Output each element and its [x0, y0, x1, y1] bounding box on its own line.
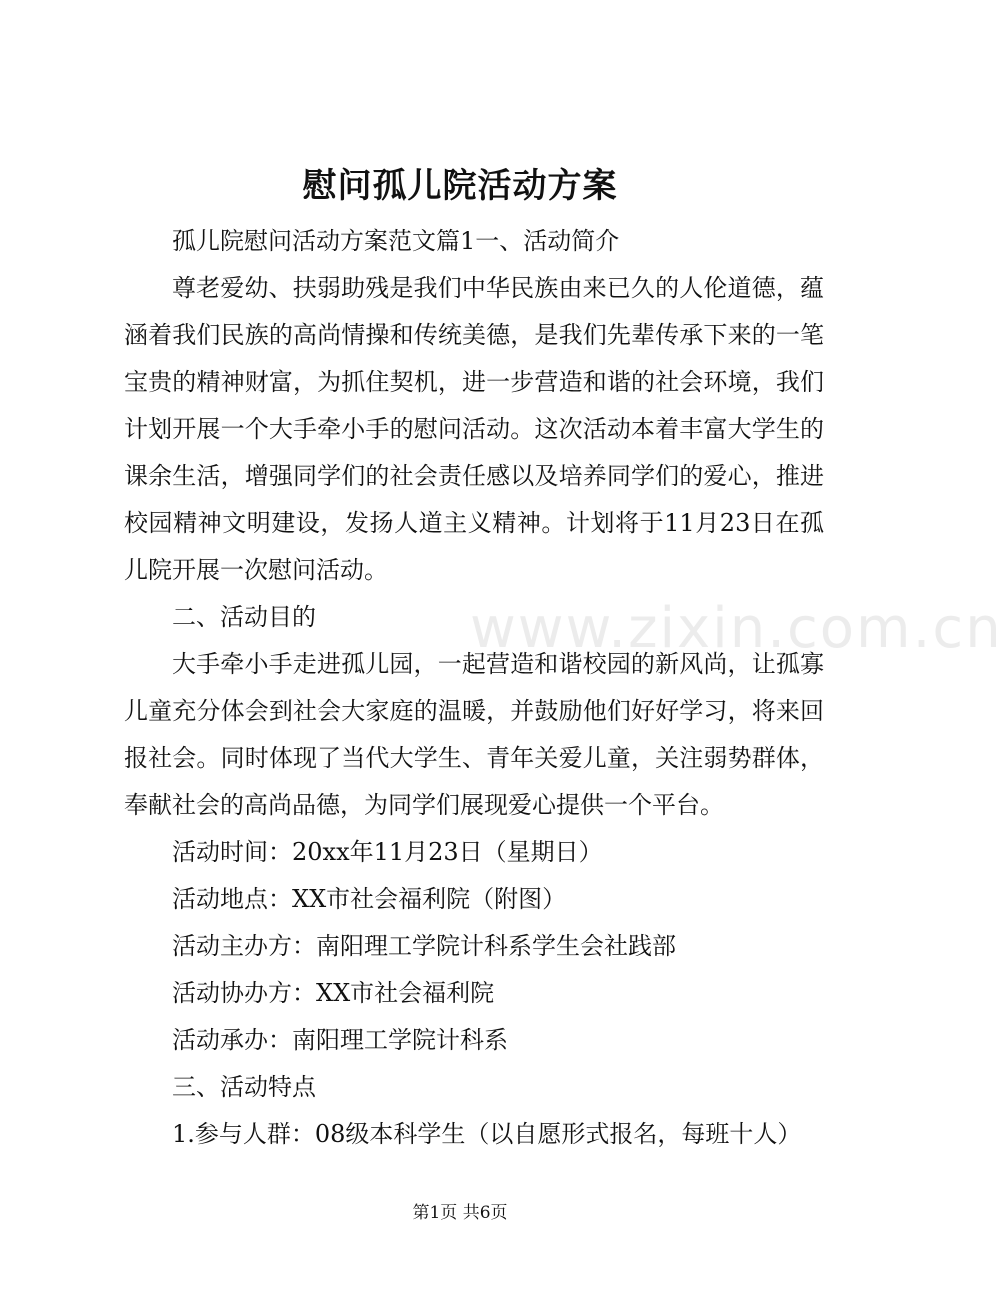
paragraph-features-heading: 三、活动特点 [172, 1073, 316, 1101]
paragraph-participants: 1.参与人群：08级本科学生（以自愿形式报名，每班十人） [172, 1120, 802, 1148]
paragraph-organizer: 活动主办方：南阳理工学院计科系学生会社践部 [172, 932, 676, 960]
paragraph-location: 活动地点：XX市社会福利院（附图） [172, 885, 567, 913]
paragraph-undertaker: 活动承办：南阳理工学院计科系 [172, 1026, 508, 1054]
paragraph-intro: 尊老爱幼、扶弱助残是我们中华民族由来已久的人伦道德，蕴涵着我们民族的高尚情操和传统美德，是我们先辈传承下来的一笔宝贵的精神财富，为抓住契机，进一步营造和谐的社会环境，我们计划开展一个大手牵小手的慰问活动。这次活动本着丰富大学生的课余生活，增强同学们的社会责任感以及培养同学们的爱心，推进校园精神文明建设，发扬人道主义精神。计划将于11月23日在孤儿院开展一次慰问活动。 [124, 274, 824, 584]
document-body [124, 218, 824, 1158]
document-title: 慰问孤儿院活动方案 [302, 166, 618, 206]
paragraph-purpose-heading: 二、活动目的 [172, 603, 316, 631]
page-footer: 第1页 共6页 [412, 1203, 508, 1223]
paragraph-purpose: 大手牵小手走进孤儿园，一起营造和谐校园的新风尚，让孤寡儿童充分体会到社会大家庭的温暖，并鼓励他们好好学习，将来回报社会。同时体现了当代大学生、青年关爱儿童，关注弱势群体，奉献社会的高尚品德，为同学们展现爱心提供一个平台。 [124, 650, 824, 819]
watermark: www.zixin.com.cn [470, 596, 1003, 661]
paragraph-intro-heading: 孤儿院慰问活动方案范文篇1一、活动简介 [172, 227, 620, 255]
paragraph-time: 活动时间：20xx年11月23日（星期日） [172, 838, 603, 866]
paragraph-co-organizer: 活动协办方：XX市社会福利院 [172, 979, 495, 1007]
